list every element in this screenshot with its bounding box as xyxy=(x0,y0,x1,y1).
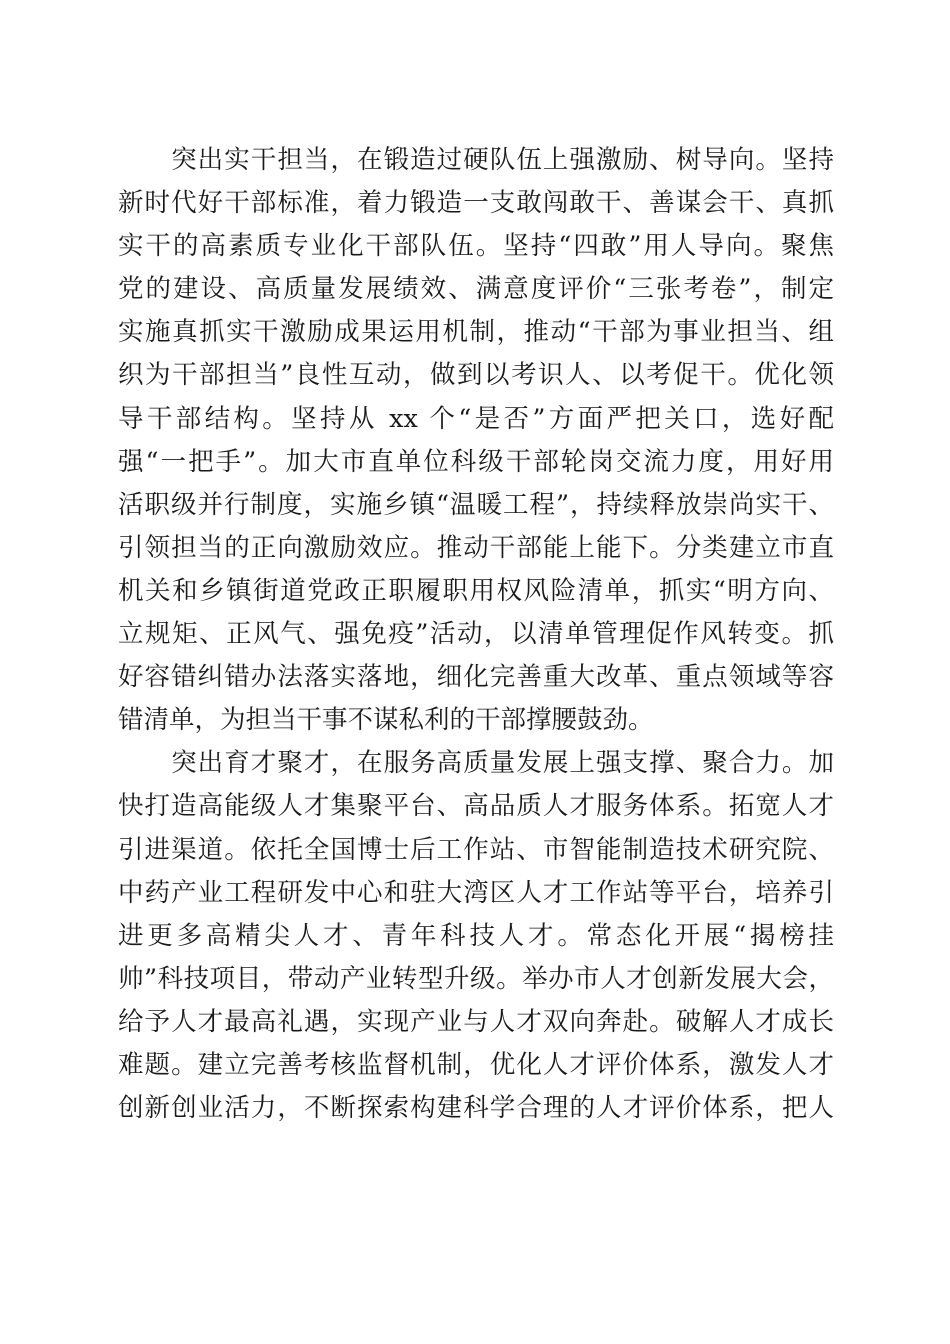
paragraph-2 xyxy=(118,742,834,1130)
text-line: 立规矩、正风气、强免疫”活动，以清单管理促作风转变。抓 xyxy=(118,619,834,650)
text-line: 难题。建立完善考核监督机制，优化人才评价体系，激发人才 xyxy=(118,1049,834,1080)
text-line: 实干的高素质专业化干部队伍。坚持“四敢”用人导向。聚焦 xyxy=(118,231,834,262)
text-line: 帅”科技项目，带动产业转型升级。举办市人才创新发展大会， xyxy=(118,963,834,994)
document-body xyxy=(118,139,834,1130)
text-line: 好容错纠错办法落实落地，细化完善重大改革、重点领域等容 xyxy=(118,662,834,693)
text-line: 引进渠道。依托全国博士后工作站、市智能制造技术研究院、 xyxy=(118,834,834,865)
text-line: 快打造高能级人才集聚平台、高品质人才服务体系。拓宽人才 xyxy=(118,791,834,822)
text-line: 突出实干担当，在锻造过硬队伍上强激励、树导向。坚持 xyxy=(118,145,834,175)
text-line: 实施真抓实干激励成果运用机制，推动“干部为事业担当、组 xyxy=(118,317,834,348)
text-line: 强“一把手”。加大市直单位科级干部轮岗交流力度，用好用 xyxy=(118,446,834,477)
text-line: 创新创业活力，不断探索构建科学合理的人才评价体系，把人 xyxy=(118,1093,834,1124)
text-line: 突出育才聚才，在服务高质量发展上强支撑、聚合力。加 xyxy=(118,748,834,779)
text-line: 活职级并行制度，实施乡镇“温暖工程”，持续释放崇尚实干、 xyxy=(118,489,834,520)
text-line: 引领担当的正向激励效应。推动干部能上能下。分类建立市直 xyxy=(118,532,834,563)
text-line: 导干部结构。坚持从 xx 个“是否”方面严把关口，选好配 xyxy=(118,403,834,434)
text-line: 织为干部担当”良性互动，做到以考识人、以考促干。优化领 xyxy=(118,360,834,391)
text-line: 进更多高精尖人才、青年科技人才。常态化开展“揭榜挂 xyxy=(118,920,834,951)
text-line: 党的建设、高质量发展绩效、满意度评价“三张考卷”，制定 xyxy=(118,274,834,305)
paragraph-1 xyxy=(118,139,834,742)
text-line: 新时代好干部标准，着力锻造一支敢闯敢干、善谋会干、真抓 xyxy=(118,188,834,219)
text-line: 机关和乡镇街道党政正职履职用权风险清单，抓实“明方向、 xyxy=(118,575,834,606)
text-line: 中药产业工程研发中心和驻大湾区人才工作站等平台，培养引 xyxy=(118,877,834,908)
text-line: 错清单，为担当干事不谋私利的干部撑腰鼓劲。 xyxy=(118,705,654,736)
text-line: 给予人才最高礼遇，实现产业与人才双向奔赴。破解人才成长 xyxy=(118,1006,834,1037)
